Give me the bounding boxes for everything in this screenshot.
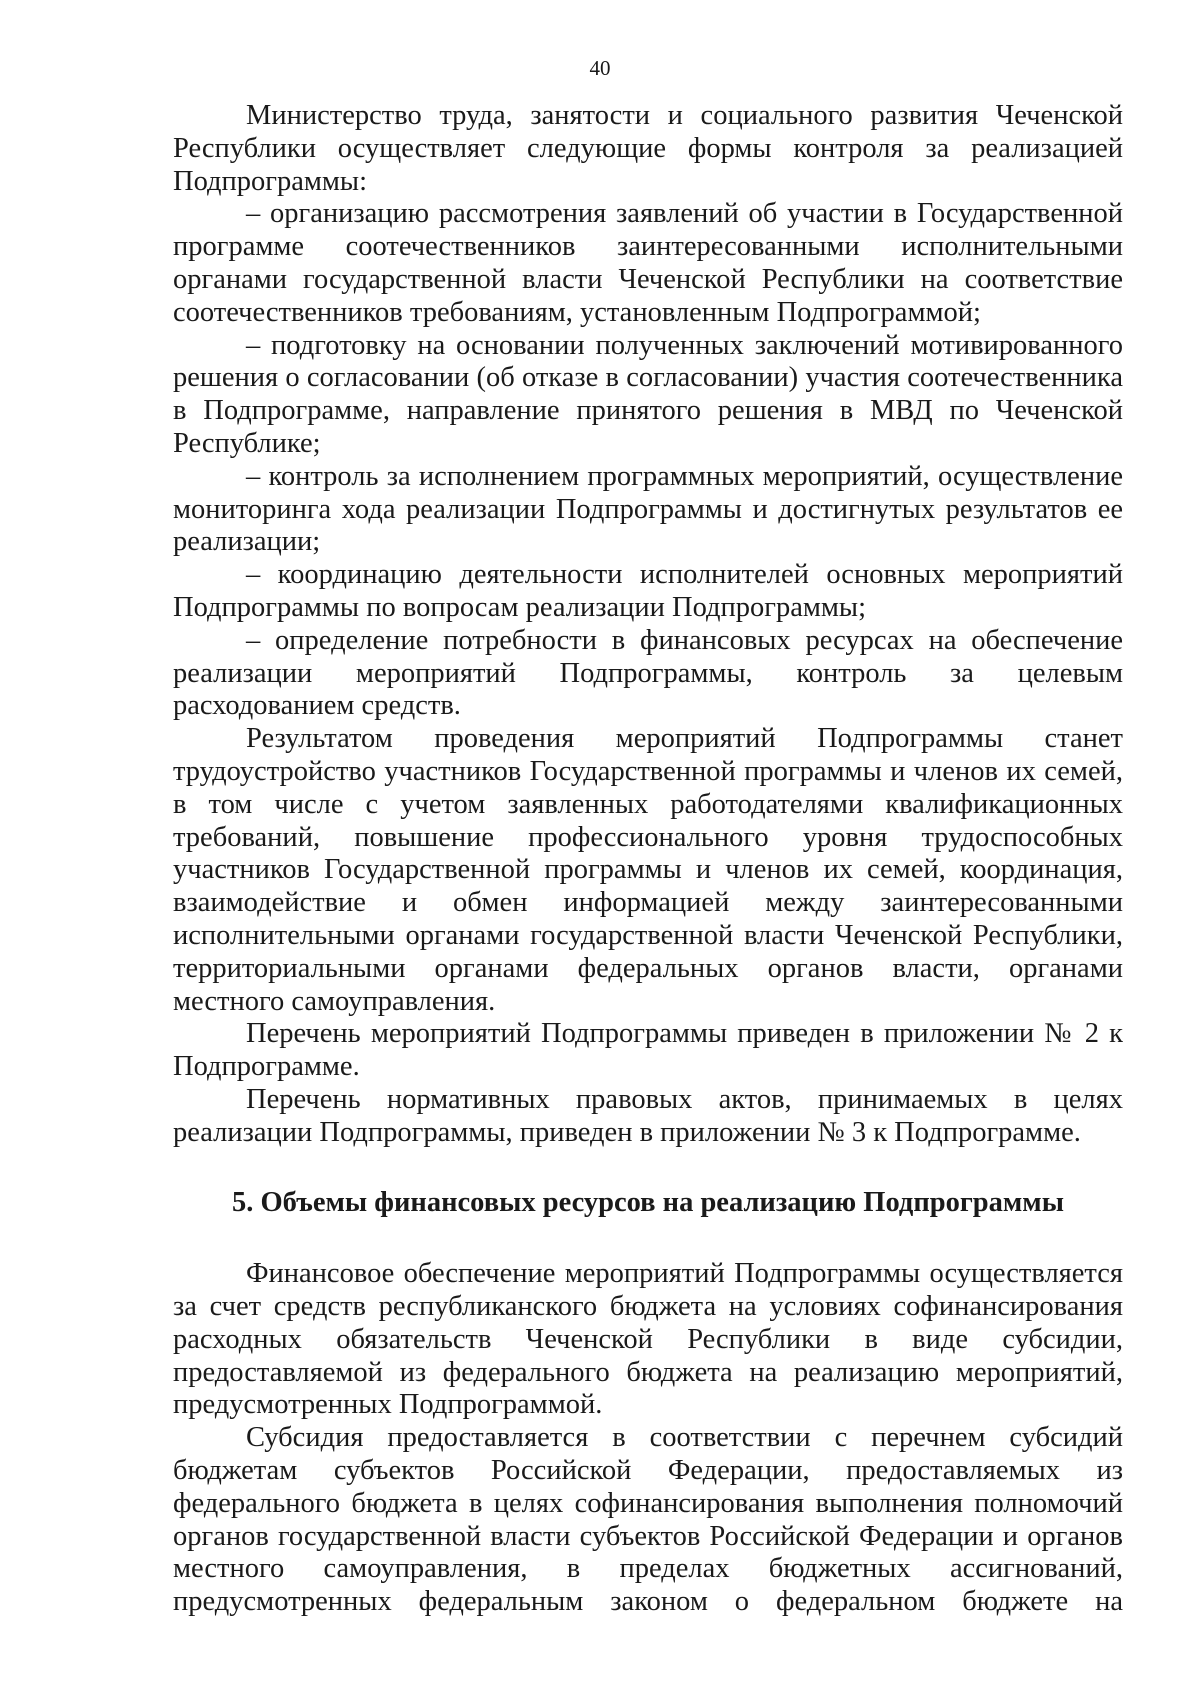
paragraph-legal-acts: Перечень нормативных правовых актов, принимаемых в целях реализации Подпрограммы, приведен в приложении № 3 к Подпрограмме.: [173, 1083, 1123, 1148]
section-heading: 5. Объемы финансовых ресурсов на реализацию Подпрограммы: [232, 1186, 1064, 1218]
document-body: [173, 100, 1123, 1619]
list-item-review-applications: – организацию рассмотрения заявлений об участии в Государственной программе соотечественников заинтересованными исполнительными органами государственной власти Чеченской Республики на соответствие соотечественников требованиям, установленным Подпрограммой;: [173, 198, 1123, 328]
list-item-financial-needs: – определение потребности в финансовых ресурсах на обеспечение реализации мероприятий Подпрограммы, контроль за целевым расходованием средств.: [173, 624, 1123, 722]
paragraph-subsidy: Субсидия предоставляется в соответствии с перечнем субсидий бюджетам субъектов Российской Федерации, предоставляемых из федерального бюджета в целях софинансирования выполнения полномочий органов государственной власти субъектов Российской Федерации и органов местного самоуправления, в пределах бюджетных ассигнований, предусмотренных федеральным законом о федеральном бюджете на: [173, 1422, 1123, 1618]
list-item-coordination: – координацию деятельности исполнителей основных мероприятий Подпрограммы по вопросам реализации Подпрограммы;: [173, 559, 1123, 623]
paragraph-results: Результатом проведения мероприятий Подпрограммы станет трудоустройство участников Государственной программы и членов их семей, в том числе с учетом заявленных работодателями квалификационных требований, повышение профессионального уровня трудоспособных участников Государственной программы и членов их семей, координация, взаимодействие и обмен информацией между заинтересованными исполнительными органами государственной власти Чеченской Республики, территориальными органами федеральных органов власти, органами местного самоуправления.: [173, 723, 1123, 1017]
page-number: 40: [589, 56, 611, 80]
paragraph-measures-list: Перечень мероприятий Подпрограммы приведен в приложении № 2 к Подпрограмме.: [173, 1018, 1123, 1083]
list-item-approval-decision: – подготовку на основании полученных заключений мотивированного решения о согласовании (об отказе в согласовании) участия соотечественника в Подпрограмме, направление принятого решения в МВД по Чеченской Республике;: [173, 329, 1123, 459]
list-item-monitoring: – контроль за исполнением программных мероприятий, осуществление мониторинга хода реализации Подпрограммы и достигнутых результатов ее реализации;: [173, 460, 1123, 558]
paragraph-financing: Финансовое обеспечение мероприятий Подпрограммы осуществляется за счет средств республиканского бюджета на условиях софинансирования расходных обязательств Чеченской Республики в виде субсидии, предоставляемой из федерального бюджета на реализацию мероприятий, предусмотренных Подпрограммой.: [173, 1258, 1123, 1421]
paragraph-control-forms-intro: Министерство труда, занятости и социального развития Чеченской Республики осуществляет следующие формы контроля за реализацией Подпрограммы:: [173, 100, 1123, 197]
